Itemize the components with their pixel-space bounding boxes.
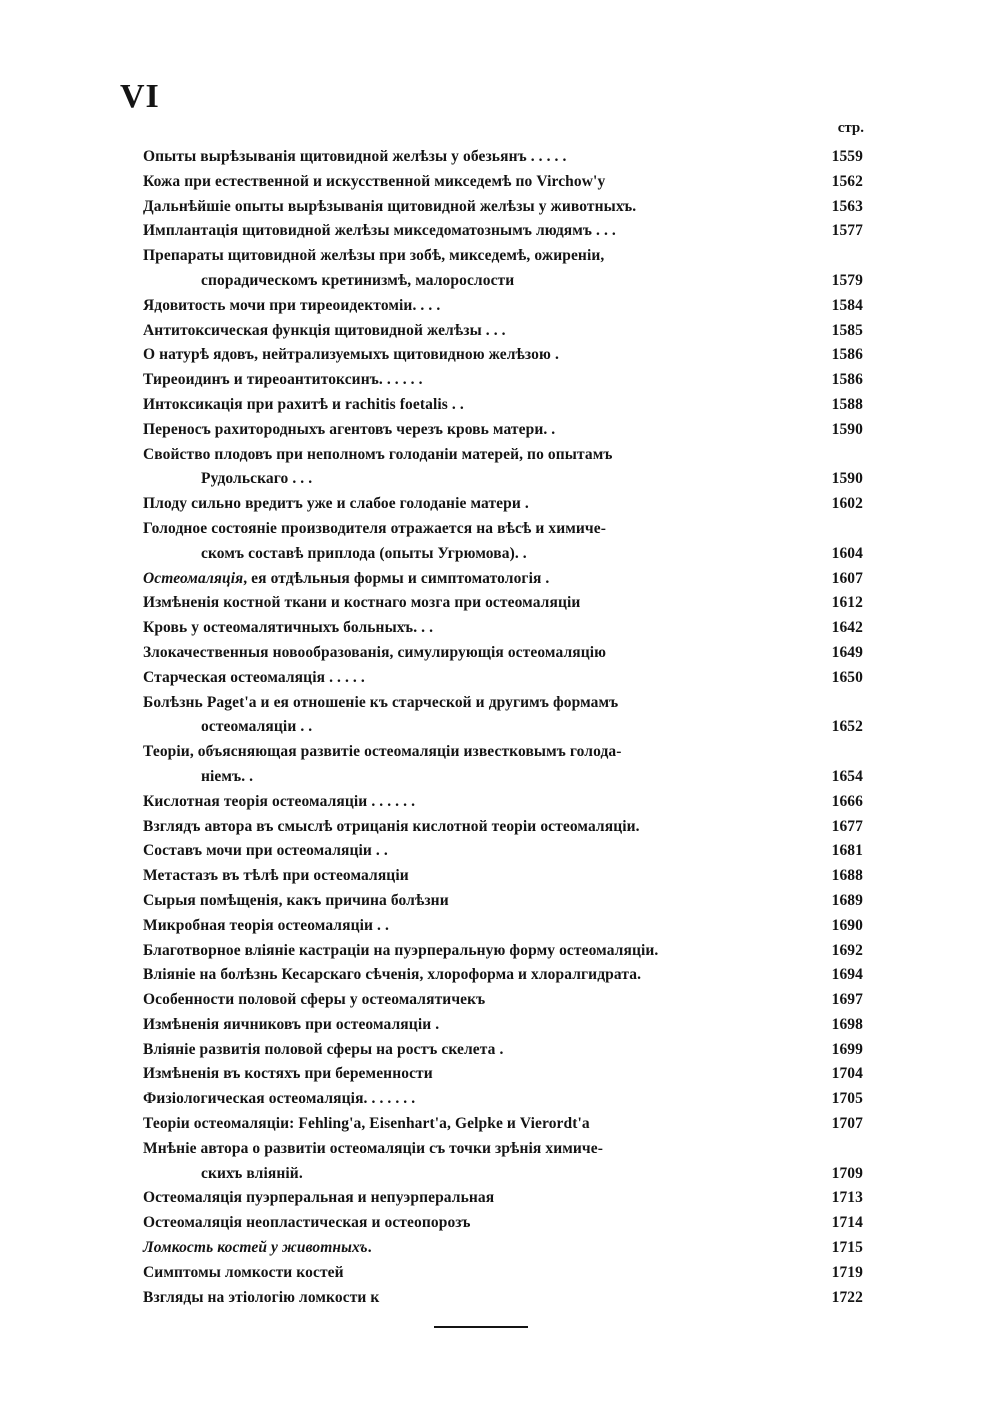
toc-entry — [143, 839, 863, 864]
toc-entry-line: Особенности половой сферы у остеомалятичекъ — [143, 991, 486, 1009]
toc-entry-line: Остеомаляція, ея отдѣльныя формы и симптоматологія . — [143, 569, 550, 587]
toc-entry — [143, 641, 863, 666]
toc-entry-page: 1688 — [831, 867, 863, 885]
toc-entry — [143, 666, 863, 691]
toc-entry-page: 1722 — [831, 1288, 863, 1306]
toc-entry-line: Симптомы ломкости костей — [143, 1263, 344, 1281]
toc-entry-page: 1607 — [831, 569, 863, 587]
toc-entry-page: 1563 — [831, 197, 863, 215]
toc-entry-page: 1715 — [831, 1239, 863, 1257]
toc-entry-title — [143, 1013, 811, 1038]
toc-entry — [143, 244, 863, 294]
toc-entry-line: Вліяніе на болѣзнь Кесарскаго сѣченія, хлороформа и хлоралгидрата. — [143, 966, 642, 984]
toc-entry-line: Благотворное вліяніе кастраціи на пуэрперальную форму остеомаляціи. — [143, 941, 659, 959]
toc-entry-continuation: скомъ составѣ приплода (опыты Угрюмова). . — [201, 544, 527, 562]
toc-entry-title — [143, 517, 811, 567]
page-number: VI — [120, 78, 160, 115]
toc-entry — [143, 1261, 863, 1286]
toc-entry-page: 1559 — [831, 148, 863, 165]
toc-entry-continuation: остеомаляціи . . — [201, 718, 313, 736]
toc-entry-title — [143, 170, 811, 195]
toc-entry-line: Свойство плодовъ при неполномъ голоданіи матерей, по опытамъ — [143, 445, 613, 463]
toc-entry — [143, 1013, 863, 1038]
toc-entry-title — [143, 319, 811, 344]
toc-entry-line: Теоріи, объясняющая развитіе остеомаляціи известковымъ голода- — [143, 743, 622, 761]
toc-entry — [143, 195, 863, 220]
toc-entry-line: Болѣзнь Paget'a и ея отношеніе къ старческой и другимъ формамъ — [143, 693, 619, 711]
toc-entry-page: 1642 — [831, 619, 863, 637]
toc-entry-line: Антитоксическая функція щитовидной желѣзы . . . — [143, 321, 506, 339]
toc-entry-continuation: Рудольскаго . . . — [201, 470, 313, 488]
toc-entry-title — [143, 343, 811, 368]
toc-entry-line: Кожа при естественной и искусственной микседемѣ по Virchow'y — [143, 172, 606, 190]
toc-entry — [143, 864, 863, 889]
toc-entry-line: Метастазъ въ тѣлѣ при остеомаляціи — [143, 867, 409, 885]
toc-entry-line: Кислотная теорія остеомаляціи . . . . . . — [143, 792, 416, 810]
toc-entry-page: 1709 — [831, 1164, 863, 1182]
toc-entry-title — [143, 1286, 811, 1311]
toc-entry-page: 1719 — [831, 1263, 863, 1281]
toc-entry-line: Сырыя помѣщенія, какъ причина болѣзни — [143, 891, 449, 909]
toc-entry-title — [143, 914, 811, 939]
toc-entry — [143, 691, 863, 741]
toc-entry — [143, 319, 863, 344]
toc-entry-line: Измѣненія въ костяхъ при беременности — [143, 1065, 433, 1083]
toc-entry-page: 1692 — [831, 941, 863, 959]
toc-entry-page: 1705 — [831, 1090, 863, 1108]
toc-entry-page: 1586 — [831, 346, 863, 364]
toc-entry-line: Голодное состояніе производителя отражается на вѣсѣ и химиче- — [143, 519, 606, 537]
toc-entry-title — [143, 1211, 811, 1236]
toc-entry — [143, 790, 863, 815]
toc-entry-title — [143, 1186, 811, 1211]
toc-entry — [143, 1087, 863, 1112]
toc-entry-page: 1590 — [831, 420, 863, 438]
toc-entry-page: 1562 — [831, 172, 863, 190]
toc-entry — [143, 418, 863, 443]
toc-entry-title — [143, 368, 811, 393]
toc-entry-page: 1590 — [831, 470, 863, 488]
toc-entry-title — [143, 616, 811, 641]
toc-entry-page: 1612 — [831, 594, 863, 612]
toc-entry-title — [143, 641, 811, 666]
toc-entry — [143, 1211, 863, 1236]
toc-entry-page: 1586 — [831, 371, 863, 389]
toc-entry-title — [143, 740, 811, 790]
toc-entry-page: 1713 — [831, 1189, 863, 1207]
toc-entry — [143, 1186, 863, 1211]
toc-entry — [143, 914, 863, 939]
toc-entry-line: Переносъ рахитородныхъ агентовъ черезъ кровь матери. . — [143, 420, 556, 438]
toc-entry-line: Физіологическая остеомаляція. . . . . . . — [143, 1090, 416, 1108]
toc-entry — [143, 219, 863, 244]
toc-entry-page: 1698 — [831, 1015, 863, 1033]
toc-entry — [143, 368, 863, 393]
toc-entry-page: 1666 — [831, 792, 863, 810]
toc-entry-title — [143, 839, 811, 864]
toc-entry-line: Дальнѣйшіе опыты вырѣзыванія щитовидной желѣзы у животныхъ. — [143, 197, 637, 215]
toc-entry — [143, 393, 863, 418]
toc-entry-page: 1699 — [831, 1040, 863, 1058]
toc-entry-line: Препараты щитовидной желѣзы при зобѣ, микседемѣ, ожиреніи, — [143, 247, 605, 265]
table-of-contents — [143, 145, 863, 1310]
toc-entry-continuation: скихъ вліяній. — [201, 1164, 303, 1182]
toc-entry-line: О натурѣ ядовъ, нейтрализуемыхъ щитовидною желѣзою . — [143, 346, 559, 364]
toc-entry — [143, 1286, 863, 1311]
toc-entry-page: 1707 — [831, 1115, 863, 1133]
toc-entry-page: 1577 — [831, 222, 863, 240]
toc-entry-line: Теоріи остеомаляціи: Fehling'a, Eisenhart'a, Gelpke и Vierordt'a — [143, 1115, 590, 1133]
toc-entry-page: 1579 — [831, 271, 863, 289]
toc-entry — [143, 145, 863, 170]
toc-entry-line: Ядовитость мочи при тиреоидектоміи. . . . — [143, 296, 441, 314]
toc-entry-page: 1654 — [831, 767, 863, 785]
toc-entry-title — [143, 591, 811, 616]
toc-entry-page: 1602 — [831, 495, 863, 513]
toc-entry-page: 1689 — [831, 891, 863, 909]
toc-entry-line: Кровь у остеомалятичныхъ больныхъ. . . — [143, 619, 434, 637]
toc-entry — [143, 1038, 863, 1063]
toc-entry-title — [143, 219, 811, 244]
toc-entry-line: Вліяніе развитія половой сферы на ростъ скелета . — [143, 1040, 504, 1058]
toc-entry-line: Имплантація щитовидной желѣзы микседоматознымъ людямъ . . . — [143, 222, 616, 240]
toc-entry — [143, 1137, 863, 1187]
toc-entry-title — [143, 418, 811, 443]
toc-entry-line: Опыты вырѣзыванія щитовидной желѣзы у обезьянъ . . . . . — [143, 148, 567, 165]
toc-entry-line: Остеомаляція неопластическая и остеопорозъ — [143, 1214, 471, 1232]
toc-entry-page: 1588 — [831, 395, 863, 413]
toc-entry-line: Взглядъ автора въ смыслѣ отрицанія кислотной теоріи остеомаляціи. — [143, 817, 640, 835]
end-divider — [434, 1326, 528, 1328]
toc-entry-line: Интоксикація при рахитѣ и rachitis foetalis . . — [143, 395, 464, 413]
toc-entry — [143, 443, 863, 493]
toc-entry — [143, 567, 863, 592]
toc-entry-page: 1677 — [831, 817, 863, 835]
toc-entry-title — [143, 443, 811, 493]
toc-entry-title — [143, 963, 811, 988]
toc-entry-page: 1681 — [831, 842, 863, 860]
toc-entry — [143, 815, 863, 840]
toc-entry-page: 1584 — [831, 296, 863, 314]
toc-entry-title — [143, 1062, 811, 1087]
toc-entry-title — [143, 1112, 811, 1137]
toc-entry — [143, 963, 863, 988]
toc-entry-page: 1650 — [831, 668, 863, 686]
toc-entry-page: 1604 — [831, 544, 863, 562]
toc-entry — [143, 1236, 863, 1261]
toc-entry — [143, 889, 863, 914]
toc-entry-title — [143, 666, 811, 691]
toc-entry-title — [143, 988, 811, 1013]
toc-entry-title — [143, 294, 811, 319]
toc-entry-title — [143, 1087, 811, 1112]
toc-entry — [143, 740, 863, 790]
toc-entry-line: Мнѣніе автора о развитіи остеомаляціи съ точки зрѣнія химиче- — [143, 1139, 604, 1157]
toc-entry-title — [143, 691, 811, 741]
toc-entry-continuation: ніемъ. . — [201, 767, 254, 785]
toc-entry-page: 1704 — [831, 1065, 863, 1083]
toc-entry-title — [143, 864, 811, 889]
toc-entry-line: Старческая остеомаляція . . . . . — [143, 668, 365, 686]
toc-entry-page: 1585 — [831, 321, 863, 339]
toc-entry-page: 1652 — [831, 718, 863, 736]
toc-entry-title — [143, 492, 811, 517]
toc-entry-page: 1649 — [831, 643, 863, 661]
toc-entry-line: Микробная теорія остеомаляціи . . — [143, 916, 389, 934]
toc-entry-title — [143, 567, 811, 592]
toc-entry-title — [143, 393, 811, 418]
toc-entry — [143, 517, 863, 567]
toc-entry — [143, 492, 863, 517]
toc-entry-title — [143, 790, 811, 815]
toc-entry-title — [143, 1261, 811, 1286]
toc-entry-title — [143, 889, 811, 914]
toc-entry-title — [143, 145, 811, 170]
toc-entry — [143, 616, 863, 641]
toc-entry-title — [143, 1137, 811, 1187]
toc-entry-title — [143, 1236, 811, 1261]
toc-entry-line: Измѣненія костной ткани и костнаго мозга при остеомаляціи — [143, 594, 581, 612]
toc-entry-title — [143, 815, 811, 840]
toc-entry-line: Тиреоидинъ и тиреоантитоксинъ. . . . . . — [143, 371, 423, 389]
toc-entry — [143, 1112, 863, 1137]
toc-entry — [143, 939, 863, 964]
toc-entry-line: Взгляды на этіологію ломкости к — [143, 1288, 380, 1306]
toc-entry — [143, 343, 863, 368]
toc-entry-line: Остеомаляція пуэрперальная и непуэрперальная — [143, 1189, 495, 1207]
toc-entry-line: Измѣненія яичниковъ при остеомаляціи . — [143, 1015, 440, 1033]
toc-entry-title — [143, 244, 811, 294]
toc-entry-line: Злокачественныя новообразованія, симулирующія остеомаляцію — [143, 643, 607, 661]
toc-entry — [143, 294, 863, 319]
toc-entry — [143, 170, 863, 195]
toc-entry — [143, 1062, 863, 1087]
toc-entry-page: 1694 — [831, 966, 863, 984]
toc-entry-page: 1690 — [831, 916, 863, 934]
toc-entry-title — [143, 939, 811, 964]
toc-entry-title — [143, 195, 811, 220]
toc-entry — [143, 591, 863, 616]
toc-entry-page: 1714 — [831, 1214, 863, 1232]
toc-entry-continuation: спорадическомъ кретинизмѣ, малорослости — [201, 271, 515, 289]
toc-entry-line: Плоду сильно вредитъ уже и слабое голоданіе матери . — [143, 495, 529, 513]
page-column-label: стр. — [837, 120, 864, 136]
toc-entry-line: Ломкость костей у животныхъ. — [143, 1239, 372, 1257]
toc-entry-line: Составъ мочи при остеомаляціи . . — [143, 842, 388, 860]
toc-entry-page: 1697 — [831, 991, 863, 1009]
toc-entry-title — [143, 1038, 811, 1063]
toc-entry — [143, 988, 863, 1013]
